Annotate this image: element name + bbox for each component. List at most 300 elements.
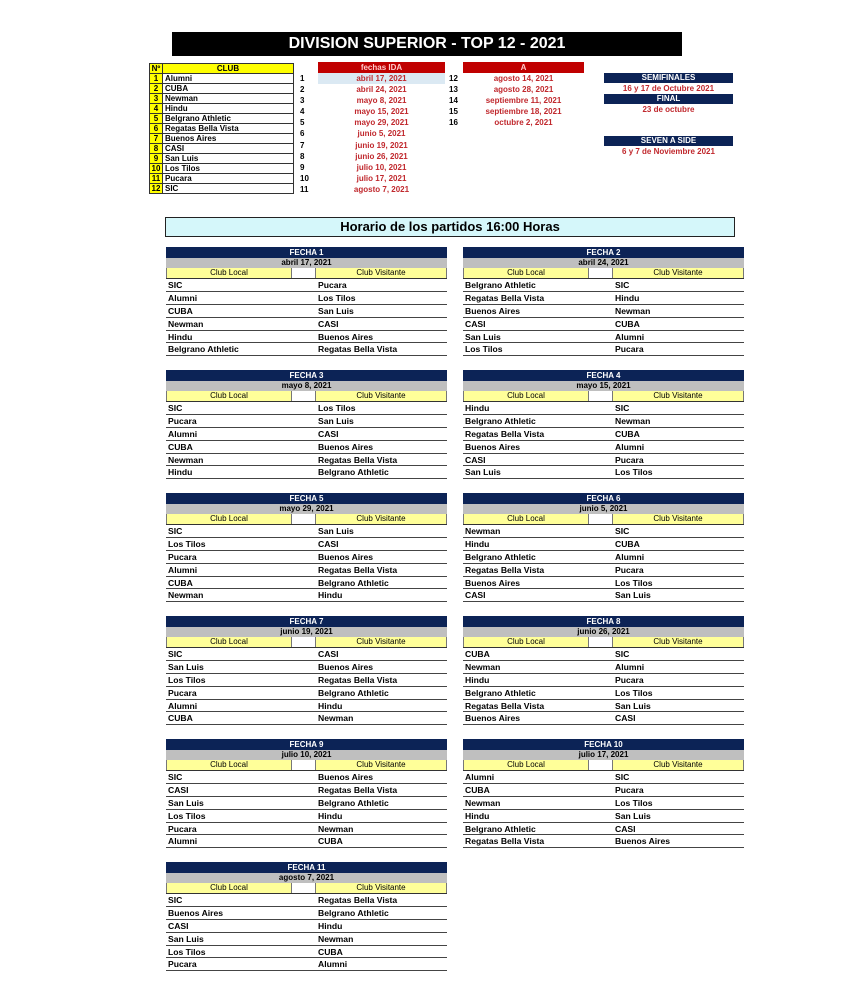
away-club: CUBA xyxy=(318,836,343,847)
fechas-a-column xyxy=(449,62,589,128)
match-row xyxy=(166,894,447,907)
fecha-block xyxy=(166,616,447,725)
away-club: Newman xyxy=(615,305,651,316)
match-row xyxy=(166,712,447,725)
fecha-date: abril 17, 2021 xyxy=(166,258,447,268)
home-club: Los Tilos xyxy=(465,344,503,355)
fecha-title: FECHA 2 xyxy=(463,247,744,258)
score-gap xyxy=(589,268,613,278)
club-row xyxy=(150,84,294,94)
fecha-date: mayo 15, 2021 xyxy=(463,381,744,391)
club-number: 1 xyxy=(150,74,163,84)
home-club: Newman xyxy=(465,526,501,536)
home-club: CUBA xyxy=(465,649,490,659)
fecha-block xyxy=(166,247,447,356)
away-club: San Luis xyxy=(615,700,651,711)
date-row xyxy=(300,84,450,95)
match-row xyxy=(166,835,447,848)
final-date: 23 de octubre xyxy=(642,105,695,114)
clubs-table-header xyxy=(150,64,294,74)
club-number: 4 xyxy=(150,104,163,114)
date-row xyxy=(300,151,450,162)
home-club: Alumni xyxy=(168,836,198,847)
away-club: Regatas Bella Vista xyxy=(318,674,398,685)
away-club: Pucara xyxy=(615,564,644,575)
fecha-block xyxy=(166,493,447,602)
away-club: SIC xyxy=(615,280,630,290)
home-club: Pucara xyxy=(168,823,197,834)
away-club: Alumni xyxy=(615,331,645,342)
fecha-block xyxy=(463,616,744,725)
club-header: CLUB xyxy=(163,64,294,74)
round-number: 2 xyxy=(300,85,305,95)
fecha-column-header xyxy=(166,391,447,402)
club-name: Hindu xyxy=(163,104,294,114)
match-row xyxy=(463,771,744,784)
match-row xyxy=(166,454,447,467)
fecha-title: FECHA 8 xyxy=(463,616,744,627)
home-club: San Luis xyxy=(465,467,501,478)
match-row xyxy=(463,674,744,687)
away-club: SIC xyxy=(615,526,630,536)
away-club: CUBA xyxy=(615,318,640,329)
home-club: Buenos Aires xyxy=(465,441,521,452)
club-name: CUBA xyxy=(163,84,294,94)
match-row xyxy=(463,577,744,590)
away-club: Buenos Aires xyxy=(318,772,374,782)
match-row xyxy=(166,343,447,356)
club-number: 8 xyxy=(150,144,163,154)
match-row xyxy=(463,466,744,479)
club-local-label: Club Local xyxy=(166,268,292,278)
away-club: Regatas Bella Vista xyxy=(318,784,398,795)
away-club: Alumni xyxy=(615,661,645,672)
fecha-date: julio 10, 2021 xyxy=(166,750,447,760)
round-date: agosto 14, 2021 xyxy=(493,74,554,83)
round-number: 8 xyxy=(300,151,305,161)
home-club: San Luis xyxy=(168,797,204,808)
round-number: 15 xyxy=(449,107,458,117)
fecha-title: FECHA 4 xyxy=(463,370,744,381)
home-club: Alumni xyxy=(168,564,198,575)
home-club: CASI xyxy=(465,590,486,601)
semifinales-label: SEMIFINALES xyxy=(604,73,733,83)
match-row xyxy=(463,648,744,661)
match-row xyxy=(166,933,447,946)
away-club: San Luis xyxy=(615,810,651,821)
round-number: 1 xyxy=(300,74,305,83)
club-name: Buenos Aires xyxy=(163,134,294,144)
match-row xyxy=(463,810,744,823)
match-row xyxy=(166,674,447,687)
away-club: Los Tilos xyxy=(318,292,356,303)
round-number: 12 xyxy=(449,74,458,83)
away-club: San Luis xyxy=(318,415,354,426)
home-club: Pucara xyxy=(168,415,197,426)
home-club: Buenos Aires xyxy=(168,907,224,918)
match-row xyxy=(463,305,744,318)
club-local-label: Club Local xyxy=(463,391,589,401)
date-row xyxy=(300,128,450,139)
home-club: Newman xyxy=(168,318,204,329)
match-row xyxy=(463,835,744,848)
club-name: SIC xyxy=(163,184,294,194)
away-club: Hindu xyxy=(615,292,640,303)
match-row xyxy=(463,823,744,836)
date-row xyxy=(300,173,450,184)
fecha-date: junio 5, 2021 xyxy=(463,504,744,514)
club-local-label: Club Local xyxy=(463,514,589,524)
num-header: Nº xyxy=(150,64,163,74)
club-row xyxy=(150,74,294,84)
club-visitante-label: Club Visitante xyxy=(613,760,744,770)
match-row xyxy=(166,577,447,590)
club-local-label: Club Local xyxy=(166,760,292,770)
club-local-label: Club Local xyxy=(166,514,292,524)
away-club: San Luis xyxy=(318,526,354,536)
round-date: agosto 28, 2021 xyxy=(493,85,554,95)
away-club: Belgrano Athletic xyxy=(318,797,389,808)
club-local-label: Club Local xyxy=(166,637,292,647)
fecha-column-header xyxy=(166,514,447,525)
club-row xyxy=(150,134,294,144)
club-name: Belgrano Athletic xyxy=(163,114,294,124)
fecha-block xyxy=(166,370,447,479)
match-row xyxy=(166,538,447,551)
home-club: CUBA xyxy=(168,305,193,316)
club-name: Los Tilos xyxy=(163,164,294,174)
home-club: Pucara xyxy=(168,959,197,970)
fecha-column-header xyxy=(463,268,744,279)
score-gap xyxy=(589,391,613,401)
away-club: Newman xyxy=(318,823,354,834)
club-visitante-label: Club Visitante xyxy=(316,637,447,647)
match-row xyxy=(166,589,447,602)
club-visitante-label: Club Visitante xyxy=(613,637,744,647)
match-row xyxy=(463,712,744,725)
match-row xyxy=(463,538,744,551)
home-club: Alumni xyxy=(168,428,198,439)
home-club: CASI xyxy=(465,318,486,329)
match-row xyxy=(463,687,744,700)
round-number: 5 xyxy=(300,118,305,128)
club-visitante-label: Club Visitante xyxy=(613,514,744,524)
score-gap xyxy=(292,637,316,647)
match-row xyxy=(166,648,447,661)
club-visitante-label: Club Visitante xyxy=(316,883,447,893)
club-row xyxy=(150,144,294,154)
home-club: Regatas Bella Vista xyxy=(465,428,545,439)
club-number: 12 xyxy=(150,184,163,194)
away-club: Buenos Aires xyxy=(318,441,374,452)
home-club: Newman xyxy=(168,590,204,601)
home-club: CASI xyxy=(168,784,189,795)
club-visitante-label: Club Visitante xyxy=(613,268,744,278)
away-club: CASI xyxy=(318,428,339,439)
home-club: Hindu xyxy=(168,467,193,478)
fecha-block xyxy=(463,739,744,848)
match-row xyxy=(463,589,744,602)
away-club: Los Tilos xyxy=(615,687,653,698)
match-row xyxy=(463,454,744,467)
away-club: Alumni xyxy=(615,441,645,452)
club-row xyxy=(150,164,294,174)
club-number: 9 xyxy=(150,154,163,164)
round-number: 13 xyxy=(449,85,458,95)
home-club: Hindu xyxy=(465,403,490,413)
fecha-column-header xyxy=(166,883,447,894)
away-club: CASI xyxy=(615,713,636,724)
home-club: Los Tilos xyxy=(168,674,206,685)
club-name: Newman xyxy=(163,94,294,104)
fecha-title: FECHA 11 xyxy=(166,862,447,873)
club-row xyxy=(150,104,294,114)
away-club: Los Tilos xyxy=(318,403,356,413)
home-club: Alumni xyxy=(465,772,495,782)
match-row xyxy=(463,525,744,538)
round-number: 16 xyxy=(449,118,458,128)
home-club: Pucara xyxy=(168,687,197,698)
match-row xyxy=(463,797,744,810)
club-row xyxy=(150,184,294,194)
club-local-label: Club Local xyxy=(463,760,589,770)
home-club: Los Tilos xyxy=(168,538,206,549)
away-club: Regatas Bella Vista xyxy=(318,344,398,355)
match-row xyxy=(166,907,447,920)
home-club: Los Tilos xyxy=(168,946,206,957)
round-date: octubre 2, 2021 xyxy=(494,118,553,128)
home-club: San Luis xyxy=(168,661,204,672)
club-visitante-label: Club Visitante xyxy=(316,391,447,401)
home-club: Los Tilos xyxy=(168,810,206,821)
date-row xyxy=(449,73,589,84)
club-row xyxy=(150,124,294,134)
round-date: junio 26, 2021 xyxy=(355,151,408,161)
round-number: 4 xyxy=(300,107,305,117)
away-club: Alumni xyxy=(615,551,645,562)
fechas-a-header: A xyxy=(463,62,584,73)
home-club: Buenos Aires xyxy=(465,577,521,588)
fecha-column-header xyxy=(463,391,744,402)
club-name: Pucara xyxy=(163,174,294,184)
home-club: SIC xyxy=(168,895,183,905)
club-visitante-label: Club Visitante xyxy=(613,391,744,401)
club-number: 2 xyxy=(150,84,163,94)
home-club: Pucara xyxy=(168,551,197,562)
match-row xyxy=(463,441,744,454)
semifinales-date: 16 y 17 de Octubre 2021 xyxy=(622,84,715,93)
club-name: Alumni xyxy=(163,74,294,84)
home-club: Regatas Bella Vista xyxy=(465,564,545,575)
home-club: SIC xyxy=(168,280,183,290)
home-club: CASI xyxy=(168,920,189,931)
fecha-date: mayo 8, 2021 xyxy=(166,381,447,391)
away-club: Alumni xyxy=(318,959,348,970)
away-club: Pucara xyxy=(615,674,644,685)
away-club: Pucara xyxy=(318,280,347,290)
fecha-block xyxy=(463,370,744,479)
match-row xyxy=(166,946,447,959)
fecha-column-header xyxy=(166,268,447,279)
home-club: Hindu xyxy=(465,538,490,549)
club-local-label: Club Local xyxy=(463,637,589,647)
home-club: SIC xyxy=(168,403,183,413)
match-row xyxy=(166,525,447,538)
match-row xyxy=(463,551,744,564)
match-row xyxy=(166,551,447,564)
finals-box xyxy=(604,73,733,157)
match-row xyxy=(463,343,744,356)
match-row xyxy=(166,958,447,971)
match-row xyxy=(166,810,447,823)
match-row xyxy=(463,428,744,441)
match-row xyxy=(166,428,447,441)
away-club: Pucara xyxy=(615,454,644,465)
home-club: Belgrano Athletic xyxy=(465,280,536,290)
score-gap xyxy=(292,514,316,524)
fecha-column-header xyxy=(463,514,744,525)
date-row xyxy=(449,106,589,117)
away-club: Belgrano Athletic xyxy=(318,467,389,478)
away-club: Pucara xyxy=(615,344,644,355)
date-row xyxy=(300,184,450,195)
horario-banner: Horario de los partidos 16:00 Horas xyxy=(165,217,735,237)
match-row xyxy=(166,661,447,674)
club-visitante-label: Club Visitante xyxy=(316,514,447,524)
club-row xyxy=(150,174,294,184)
final-label: FINAL xyxy=(604,94,733,104)
score-gap xyxy=(292,268,316,278)
away-club: Hindu xyxy=(318,700,343,711)
fecha-title: FECHA 5 xyxy=(166,493,447,504)
round-date: junio 19, 2021 xyxy=(355,140,408,150)
club-name: Regatas Bella Vista xyxy=(163,124,294,134)
away-club: CUBA xyxy=(615,428,640,439)
away-club: Regatas Bella Vista xyxy=(318,564,398,575)
match-row xyxy=(463,318,744,331)
fecha-title: FECHA 9 xyxy=(166,739,447,750)
date-row xyxy=(300,95,450,106)
date-row xyxy=(449,117,589,128)
home-club: CUBA xyxy=(465,784,490,795)
match-row xyxy=(166,331,447,344)
round-number: 11 xyxy=(300,184,309,194)
fecha-column-header xyxy=(463,760,744,771)
home-club: Regatas Bella Vista xyxy=(465,292,545,303)
home-club: Alumni xyxy=(168,700,198,711)
club-row xyxy=(150,94,294,104)
club-row xyxy=(150,114,294,124)
away-club: CASI xyxy=(615,823,636,834)
club-name: San Luis xyxy=(163,154,294,164)
fecha-block xyxy=(463,493,744,602)
date-row xyxy=(300,162,450,173)
match-row xyxy=(166,318,447,331)
round-date: mayo 15, 2021 xyxy=(354,107,409,117)
match-row xyxy=(463,415,744,428)
match-row xyxy=(166,920,447,933)
club-visitante-label: Club Visitante xyxy=(316,268,447,278)
match-row xyxy=(166,305,447,318)
home-club: San Luis xyxy=(168,933,204,944)
home-club: Newman xyxy=(465,797,501,808)
away-club: CASI xyxy=(318,318,339,329)
away-club: Los Tilos xyxy=(615,797,653,808)
round-date: julio 17, 2021 xyxy=(356,173,407,183)
date-row xyxy=(300,117,450,128)
match-row xyxy=(166,784,447,797)
score-gap xyxy=(589,760,613,770)
fechas-ida-column xyxy=(300,62,450,195)
match-row xyxy=(166,700,447,713)
round-date: septiembre 18, 2021 xyxy=(485,107,562,117)
home-club: Hindu xyxy=(465,810,490,821)
round-date: mayo 29, 2021 xyxy=(354,118,409,128)
date-row xyxy=(300,140,450,151)
home-club: Belgrano Athletic xyxy=(168,344,239,355)
home-club: SIC xyxy=(168,649,183,659)
round-number: 7 xyxy=(300,140,305,150)
fechas-ida-header: fechas IDA xyxy=(318,62,445,73)
match-row xyxy=(166,466,447,479)
round-date: agosto 7, 2021 xyxy=(353,184,410,194)
home-club: Regatas Bella Vista xyxy=(465,836,545,847)
away-club: CASI xyxy=(318,649,339,659)
score-gap xyxy=(292,883,316,893)
round-number: 10 xyxy=(300,173,309,183)
home-club: San Luis xyxy=(465,331,501,342)
round-date: junio 5, 2021 xyxy=(357,129,406,139)
match-row xyxy=(166,771,447,784)
date-row xyxy=(449,95,589,106)
home-club: CASI xyxy=(465,454,486,465)
away-club: Belgrano Athletic xyxy=(318,687,389,698)
away-club: Hindu xyxy=(318,920,343,931)
club-local-label: Club Local xyxy=(166,883,292,893)
match-row xyxy=(463,700,744,713)
fecha-title: FECHA 7 xyxy=(166,616,447,627)
away-club: Newman xyxy=(318,713,354,724)
fecha-block xyxy=(463,247,744,356)
round-number: 6 xyxy=(300,129,305,139)
home-club: Belgrano Athletic xyxy=(465,551,536,562)
away-club: Newman xyxy=(615,415,651,426)
home-club: Buenos Aires xyxy=(465,713,521,724)
club-number: 10 xyxy=(150,164,163,174)
fecha-date: junio 26, 2021 xyxy=(463,627,744,637)
home-club: SIC xyxy=(168,772,183,782)
clubs-table xyxy=(149,63,294,194)
fecha-block xyxy=(166,862,447,971)
score-gap xyxy=(292,391,316,401)
home-club: Regatas Bella Vista xyxy=(465,700,545,711)
fecha-block xyxy=(166,739,447,848)
away-club: Los Tilos xyxy=(615,467,653,478)
score-gap xyxy=(589,637,613,647)
away-club: San Luis xyxy=(615,590,651,601)
home-club: SIC xyxy=(168,526,183,536)
score-gap xyxy=(292,760,316,770)
fecha-title: FECHA 10 xyxy=(463,739,744,750)
club-number: 6 xyxy=(150,124,163,134)
page-title: DIVISION SUPERIOR - TOP 12 - 2021 xyxy=(172,32,682,56)
match-row xyxy=(463,784,744,797)
club-number: 11 xyxy=(150,174,163,184)
fecha-title: FECHA 3 xyxy=(166,370,447,381)
home-club: Belgrano Athletic xyxy=(465,823,536,834)
fecha-date: agosto 7, 2021 xyxy=(166,873,447,883)
match-row xyxy=(463,292,744,305)
